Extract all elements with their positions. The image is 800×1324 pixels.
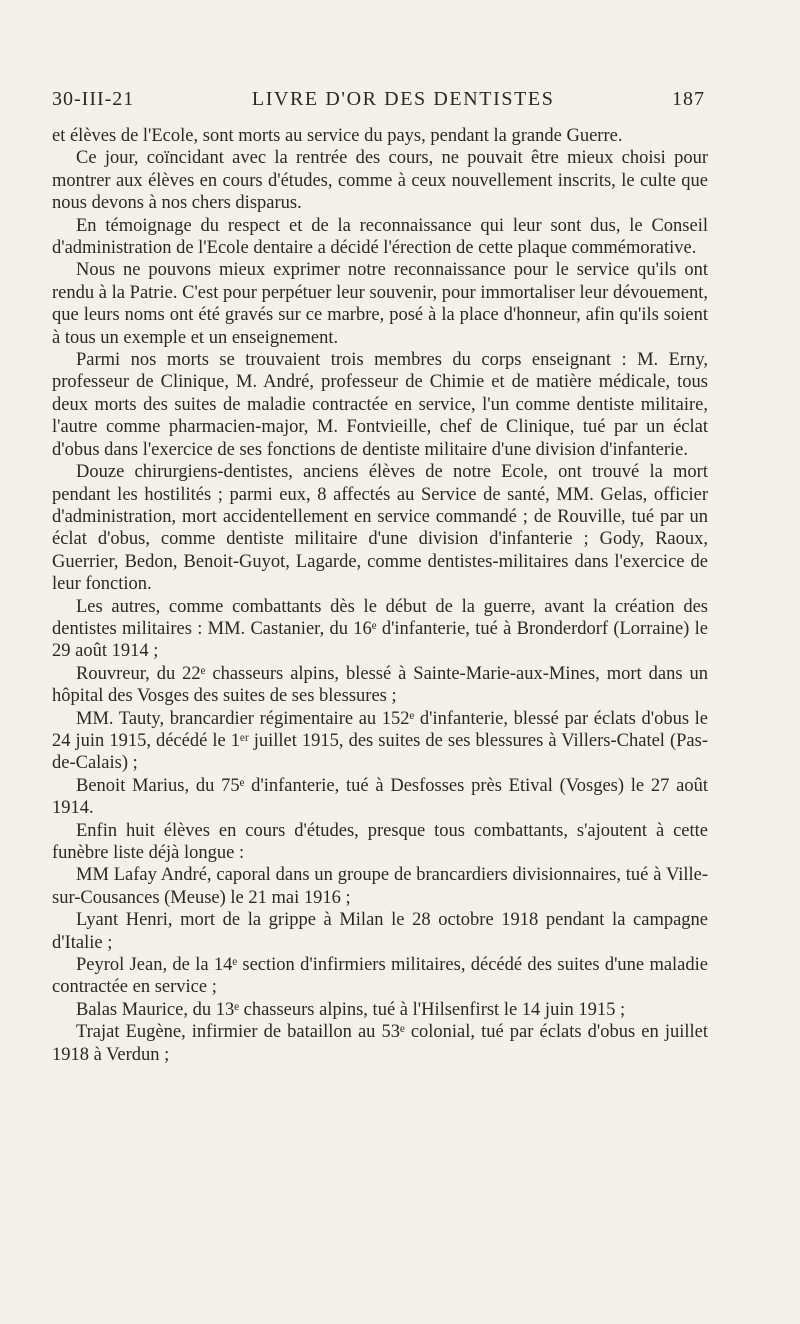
running-header (52, 88, 705, 111)
paragraph: Benoit Marius, du 75ᵉ d'infanterie, tué à Desfosses près Etival (Vosges) le 27 août 1914. (52, 775, 708, 819)
header-date: 30-III-21 (52, 88, 135, 110)
paragraph: Balas Maurice, du 13ᵉ chasseurs alpins, tué à l'Hilsenfirst le 14 juin 1915 ; (76, 999, 626, 1020)
paragraph: MM Lafay André, caporal dans un groupe de brancardiers divisionnaires, tué à Ville-sur-Cousances (Meuse) le 21 mai 1916 ; (52, 865, 708, 908)
paragraph: Peyrol Jean, de la 14ᵉ section d'infirmiers militaires, décédé des suites d'une maladie contractée en service ; (52, 955, 708, 998)
page-number: 187 (672, 88, 705, 110)
body-text (52, 125, 708, 1066)
paragraph: Les autres, comme combattants dès le début de la guerre, avant la création des dentistes militaires : MM. Castanier, du 16ᵉ d'infanterie, tué à Bronderdorf (Lorraine) le 29 août 1914 ; (52, 596, 708, 662)
paragraph: Ce jour, coïncidant avec la rentrée des cours, ne pouvait être mieux choisi pour montrer aux élèves en cours d'études, comme à ceux nouvellement inscrits, le culte que nous devons à nos chers disparus. (52, 148, 708, 214)
paragraph: Parmi nos morts se trouvaient trois membres du corps enseignant : M. Erny, professeur de Clinique, M. André, professeur de Chimie et de matière médicale, tous deux morts des suites de maladie contractée en service, l'un comme dentiste militaire, l'autre comme pharmacien-major, M. Fontvieille, chef de Clinique, tué par un éclat d'obus dans l'exercice de ses fonctions de dentiste militaire d'une division d'infanterie. (52, 350, 708, 460)
paragraph: et élèves de l'Ecole, sont morts au service du pays, pendant la grande Guerre. (52, 126, 623, 146)
paragraph: Lyant Henri, mort de la grippe à Milan le 28 octobre 1918 pendant la campagne d'Italie ; (52, 910, 708, 953)
paragraph: Rouvreur, du 22ᵉ chasseurs alpins, blessé à Sainte-Marie-aux-Mines, mort dans un hôpital des Vosges des suites de ses blessures ; (52, 663, 708, 707)
paragraph: MM. Tauty, brancardier régimentaire au 152ᵉ d'infanterie, blessé par éclats d'obus le 24 juin 1915, décédé le 1ᵉʳ juillet 1915, des suites de ses blessures à Villers-Chatel (Pas-de-Calais) ; (52, 708, 708, 774)
paragraph: Enfin huit élèves en cours d'études, presque tous combattants, s'ajoutent à cette funèbre liste déjà longue : (52, 820, 708, 863)
paragraph: En témoignage du respect et de la reconnaissance qui leur sont dus, le Conseil d'administration de l'Ecole dentaire a décidé l'érection de cette plaque commémorative. (52, 215, 708, 259)
header-title: LIVRE D'OR DES DENTISTES (251, 88, 555, 110)
paragraph: Nous ne pouvons mieux exprimer notre reconnaissance pour le service qu'ils ont rendu à la Patrie. C'est pour perpétuer leur souvenir, pour immortaliser leur dévouement, que leurs noms ont été gravés sur ce marbre, posé à la place d'honneur, afin qu'ils soient à tous un exemple et un enseignement. (52, 260, 708, 348)
paragraph: Trajat Eugène, infirmier de bataillon au 53ᵉ colonial, tué par éclats d'obus en juillet 1918 à Verdun ; (52, 1022, 708, 1065)
paragraph: Douze chirurgiens-dentistes, anciens élèves de notre Ecole, ont trouvé la mort pendant les hostilités ; parmi eux, 8 affectés au Service de santé, MM. Gelas, officier d'administration, mort accidentellement en service commandé ; de Rouville, tué par un éclat d'obus, comme dentiste militaire d'une division d'infanterie ; Gody, Raoux, Guerrier, Bedon, Benoit-Guyot, Lagarde, comme dentistes-militaires dans l'exercice de leur fonction. (52, 462, 708, 595)
